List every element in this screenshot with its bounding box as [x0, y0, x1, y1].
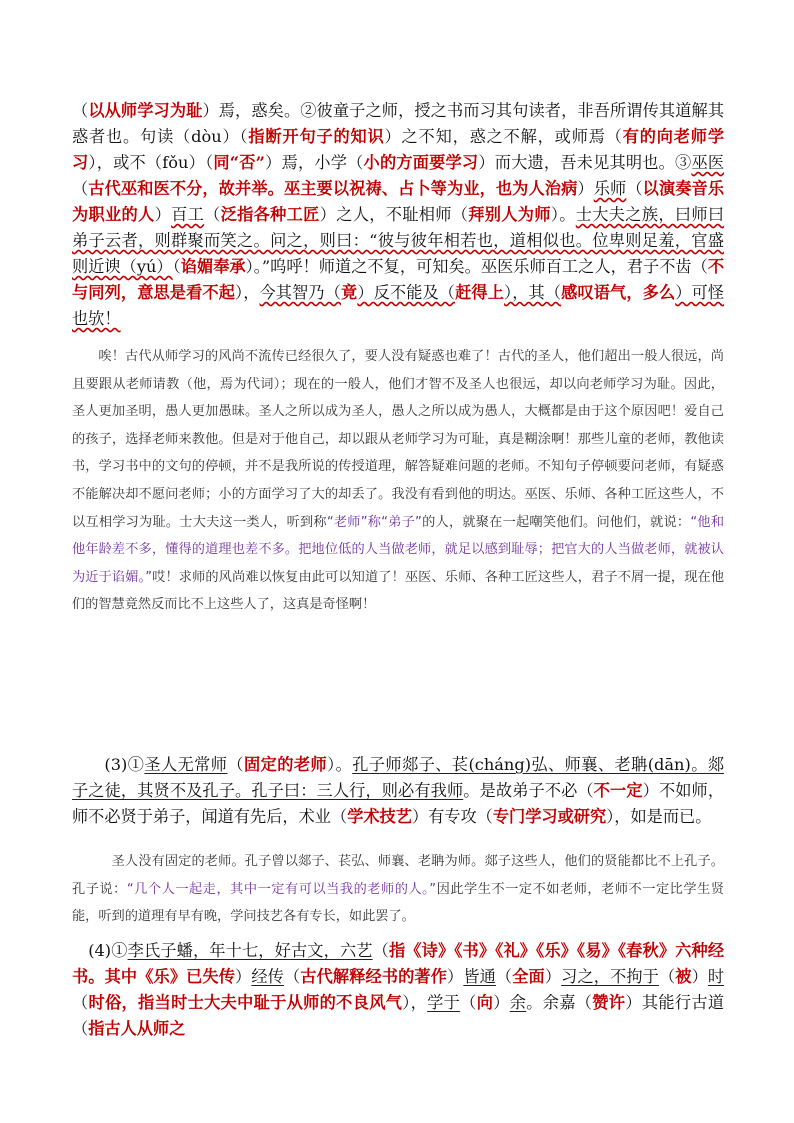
annotation-red: 专门学习或研究 [492, 807, 607, 826]
annotation-red: 谄媚奉承 [180, 257, 246, 276]
text-run: （ [372, 941, 389, 960]
text-run: ）。 [327, 755, 353, 774]
text-run: （ [72, 101, 89, 120]
annotation-red: 以演奏音乐为职业的人 [72, 179, 725, 224]
text-run: ）之不知，惑之不解，或师焉（ [384, 127, 623, 146]
text-run: （ [72, 993, 89, 1012]
underlined-phrase: 李氏子蟠，年十七，好古文，六艺 [127, 941, 373, 960]
annotation-red: 赶得上 [455, 283, 505, 302]
underlined-phrase: 巫医 [691, 153, 725, 172]
annotation-red: 指断开句子的知识 [248, 127, 385, 146]
quoted-phrase: “他和他年龄差不多，懂得的道理也差不多。把地位低的人当做老师，就足以感到耻辱；把官大的人当做老师，就被认为近于谄媚。” [72, 514, 725, 585]
annotation-red: 小的方面要学习 [363, 153, 479, 172]
text-run: ）焉，小学（ [264, 153, 364, 172]
text-run: ）焉，惑矣。②彼童子之师，授之书而习其句读者，非吾所谓传其道解其惑者也。句读（dòu）（ [72, 101, 725, 146]
underlined-phrase: 时 [707, 967, 725, 986]
text-run: ），如是而已。 [606, 807, 712, 826]
text-run: 。是故弟子不必（ [463, 781, 594, 800]
translation-paragraph [72, 343, 724, 619]
annotation-red: 古代巫和医不分，故并举。巫主要以祝祷、占卜等为业，也为人治病 [88, 179, 578, 198]
text-run: ） [447, 967, 464, 986]
annotation-red: 有的向老师学习 [72, 127, 725, 172]
underlined-phrase: ），其（ [504, 283, 562, 302]
annotation-red: 以从师学习为耻 [88, 101, 203, 120]
annotation-red: 竟 [341, 283, 358, 302]
underlined-phrase: 士大夫之族，曰师曰弟子云者，则群聚而笑之。问之，则曰：“彼与彼年相若也，道相似也。位卑则足羞，官盛则近谀（yú） [72, 205, 725, 276]
text-run: 哎！求师的风尚难以恢复由此可以知道了！巫医、乐师、各种工匠这些人，君子不屑一提，现在他们的智慧竟然反而比不上这些人了，这真是奇怪啊！ [72, 569, 725, 613]
text-run: （ [227, 755, 245, 774]
underlined-phrase: 今其智乃（ [259, 283, 341, 302]
text-run: 因此学生不一定不如老师，老师不一定比学生贤能，听到的道理有早有晚，学问技艺各有专长，如此罢了。 [72, 881, 725, 925]
annotation-red: 被 [675, 967, 692, 986]
text-run: ） [544, 967, 562, 986]
annotation-red: 时俗，指当时士大夫中耻于从师的不良风气 [88, 993, 403, 1012]
annotation-red: 固定的老师 [244, 755, 328, 774]
classical-text-paragraph-4 [72, 938, 724, 1042]
text-run: ） [691, 967, 708, 986]
annotation-red: 学术技艺 [347, 807, 412, 826]
annotation-red: 拜别人为师 [468, 205, 551, 224]
text-run: ）。 [550, 205, 576, 224]
annotation-red: 不一定 [593, 781, 643, 800]
text-run: ）其能行古道（ [72, 993, 725, 1038]
text-run: （ [495, 967, 513, 986]
underlined-phrase: 孔子师郯子、苌(cháng)弘、师襄、老聃(dān)。郯子之徒，其贤不及孔子。孔子曰：三人行，则必有我师 [72, 755, 724, 800]
classical-text-paragraph-3 [72, 752, 724, 830]
text-run: 圣人没有固定的老师。孔子曾以郯子、苌弘、师襄、老聃为师。郯子这些人，他们的贤能都比不上孔子。孔子说： [72, 854, 724, 897]
underlined-phrase: 圣人无常师 [144, 755, 228, 774]
text-run: 呜呼！师道之不复，可知矣。巫医乐师百工之人，君子不齿（ [270, 257, 708, 276]
annotation-red: 古代解释经书的著作 [300, 967, 447, 986]
underlined-phrase: 经传 [251, 967, 284, 986]
text-run: 。余嘉（ [526, 993, 593, 1012]
text-run: （ [460, 993, 477, 1012]
text-run: （ [204, 205, 221, 224]
underlined-phrase: 百工 [171, 205, 205, 224]
text-run: ）之人，不耻相师（ [319, 205, 469, 224]
annotation-red: 感叹语气，多么 [561, 283, 676, 302]
text-run: ）， [235, 283, 260, 302]
text-run: ） [235, 967, 252, 986]
text-run: （ [626, 179, 643, 198]
text-run: ）有专攻（ [411, 807, 493, 826]
annotation-red: 泛指各种工匠 [220, 205, 320, 224]
quoted-phrase: “老师”称“弟子” [326, 514, 422, 530]
underlined-phrase: 习之，不拘于 [561, 967, 659, 986]
annotation-red: 指《诗》《书》《礼》《乐》《易》《春秋》六种经书。其中《乐》已失传 [72, 941, 725, 986]
annotation-red: 指古人从师之 [88, 1019, 186, 1038]
classical-text-paragraph [72, 98, 724, 332]
underlined-phrase: 学于 [427, 993, 461, 1012]
annotation-red: 同“否” [213, 153, 265, 172]
underlined-phrase: 余 [509, 993, 527, 1012]
text-run: （ [658, 967, 676, 986]
text-run: ）， [402, 993, 428, 1012]
underlined-phrase: ）可怪也欤！ [72, 283, 725, 328]
translation-paragraph-2 [72, 848, 724, 931]
annotation-red: 赞许 [592, 993, 626, 1012]
annotation-red: 全面 [512, 967, 545, 986]
text-run: ），或不（fǒu）（ [88, 153, 214, 172]
text-run: （ [172, 257, 181, 276]
quoted-phrase: “几个人一起走，其中一定有可以当我的老师的人。” [126, 881, 437, 897]
annotation-red: 向 [476, 993, 494, 1012]
text-run: 的人，就聚在一起嘲笑他们。问他们，就说： [421, 514, 691, 530]
text-run: (4)① [88, 941, 128, 960]
text-run: ） [154, 205, 172, 224]
underlined-phrase: ）反不能及（ [357, 283, 456, 302]
text-run: 唉！古代从师学习的风尚不流传已经很久了，要人没有疑惑也难了！古代的圣人，他们超出一般人很远，尚且要跟从老师请教（他，焉为代词）；现在的一般人，他们才智不及圣人也很远，却以向老师学习为耻。因此，圣人更加圣明，愚人更加愚昧。圣人之所以成为圣人，愚人之所以成为愚人，大概都是由于这个原因吧！爱自己的孩子，选择老师来教他。但是对于他自己，却以跟从老师学习为可耻，真是糊涂啊！那些儿童的老师，教他读书，学习书中的文句的停顿，并不是我所说的传授道理，解答疑难问题的老师。不知句子停顿要问老师，有疑惑不能解决却不愿问老师；小的方面学习了大的却丢了。我没有看到他的明达。巫医、乐师、各种工匠这些人，不以互相学习为耻。士大夫这一类人，听到称 [72, 349, 724, 530]
underlined-phrase: 皆通 [463, 967, 496, 986]
text-run: （ [283, 967, 301, 986]
text-run: ）而大遗，吾未见其明也。③ [478, 153, 692, 172]
text-run: ）不如师，师不必贤于弟子，闻道有先后，术业（ [72, 781, 725, 826]
annotation-red: 不与同列，意思是看不起 [72, 257, 725, 302]
text-run: ） [493, 993, 510, 1012]
underlined-phrase: 乐师 [593, 179, 627, 198]
text-run: （ [72, 179, 89, 198]
text-run: (3)① [104, 755, 145, 774]
text-run: ） [577, 179, 594, 198]
text-run: ）。” [245, 257, 271, 276]
